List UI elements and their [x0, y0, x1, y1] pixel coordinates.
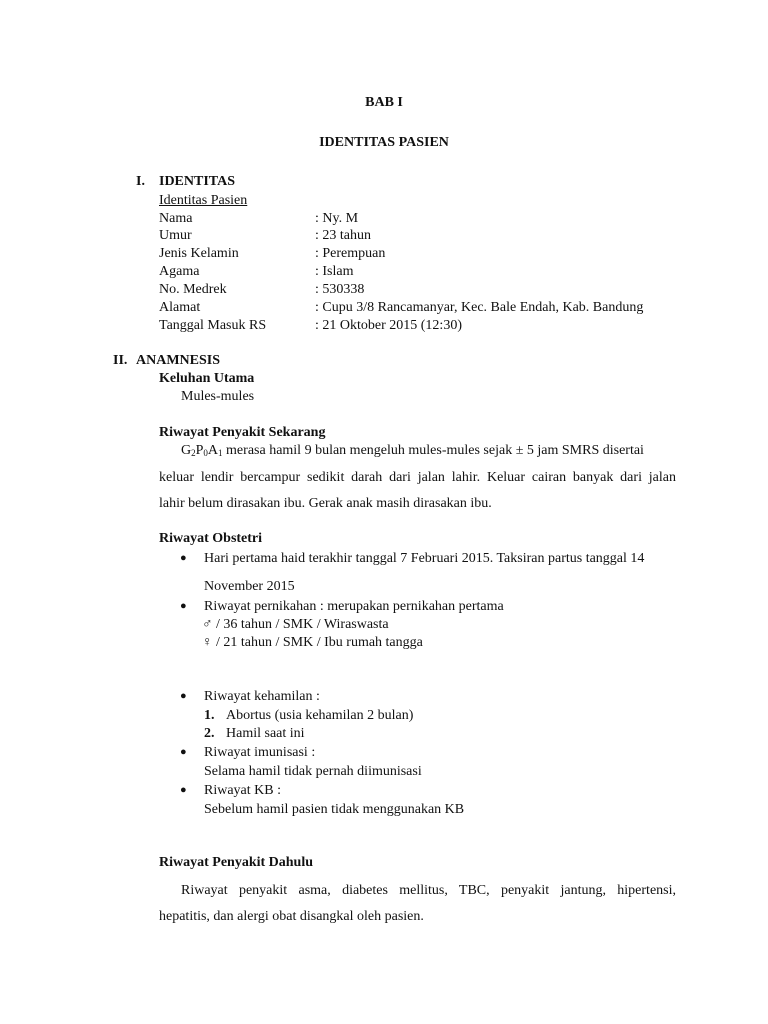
abortus-sub: 1: [218, 448, 223, 458]
para-p: P: [195, 443, 204, 458]
bullet: ●: [180, 746, 187, 758]
bullet: ●: [180, 600, 187, 612]
patient-identity-subheading: Identitas Pasien: [159, 193, 248, 208]
obstetri-heading: Riwayat Obstetri: [159, 531, 263, 546]
imunisasi-text: Riwayat imunisasi :: [204, 745, 316, 760]
pernikahan-text: Riwayat pernikahan : merupakan pernikahan pertama: [204, 599, 504, 614]
section-2-heading: ANAMNESIS: [136, 353, 221, 368]
section-2-numeral: II.: [113, 353, 128, 368]
chapter-title: IDENTITAS PASIEN: [319, 135, 449, 150]
rps-line-1: [181, 442, 644, 460]
kb-text: Riwayat KB :: [204, 783, 281, 798]
section-1-heading: IDENTITAS: [159, 174, 235, 189]
wife-info: ♀ / 21 tahun / SMK / Ibu rumah tangga: [202, 635, 423, 650]
field-label: No. Medrek: [159, 282, 227, 297]
chapter-label: BAB I: [365, 95, 403, 110]
kehamilan-num: 2.: [204, 726, 215, 741]
rps-line-3: lahir belum dirasakan ibu. Gerak anak masih dirasakan ibu.: [159, 496, 492, 511]
field-value: : Perempuan: [315, 246, 386, 261]
field-label: Alamat: [159, 300, 201, 315]
bullet: ●: [180, 552, 187, 564]
field-label: Agama: [159, 264, 200, 279]
rps-heading: Riwayat Penyakit Sekarang: [159, 425, 326, 440]
rpd-line-2: hepatitis, dan alergi obat disangkal oleh pasien.: [159, 909, 424, 924]
section-1-numeral: I.: [136, 174, 145, 189]
field-label: Umur: [159, 228, 192, 243]
rps-line-1-rest: merasa hamil 9 bulan mengeluh mules-mules sejak ± 5 jam SMRS disertai: [222, 443, 644, 458]
bullet: ●: [180, 784, 187, 796]
kb-detail: Sebelum hamil pasien tidak menggunakan KB: [204, 802, 465, 817]
field-label: Nama: [159, 211, 193, 226]
imunisasi-detail: Selama hamil tidak pernah diimunisasi: [204, 764, 422, 779]
field-value: : Ny. M: [315, 211, 359, 226]
field-value: : Cupu 3/8 Rancamanyar, Kec. Bale Endah, Kab. Bandung: [315, 300, 644, 315]
field-value: : 530338: [315, 282, 365, 297]
bullet: ●: [180, 690, 187, 702]
field-label: Tanggal Masuk RS: [159, 318, 267, 333]
husband-info: ♂ / 36 tahun / SMK / Wiraswasta: [202, 617, 389, 632]
gravida-sub: 2: [191, 448, 196, 458]
hpht-line-2: November 2015: [204, 579, 295, 594]
keluhan-utama-text: Mules-mules: [181, 389, 255, 404]
abortus-a: A: [207, 443, 219, 458]
para-sub: 0: [203, 448, 208, 458]
kehamilan-item: Hamil saat ini: [226, 726, 305, 741]
gravida-g: G: [181, 443, 192, 458]
rpd-line-1: Riwayat penyakit asma, diabetes mellitus, TBC, penyakit jantung, hipertensi,: [181, 883, 676, 898]
hpht-line-1: Hari pertama haid terakhir tanggal 7 Februari 2015. Taksiran partus tanggal 14: [204, 551, 645, 566]
field-value: : Islam: [315, 264, 354, 279]
keluhan-utama-heading: Keluhan Utama: [159, 371, 255, 386]
kehamilan-item: Abortus (usia kehamilan 2 bulan): [226, 708, 414, 723]
field-value: : 21 Oktober 2015 (12:30): [315, 318, 462, 333]
kehamilan-text: Riwayat kehamilan :: [204, 689, 320, 704]
kehamilan-num: 1.: [204, 708, 215, 723]
field-value: : 23 tahun: [315, 228, 371, 243]
rps-line-2: keluar lendir bercampur sedikit darah dari jalan lahir. Keluar cairan banyak dari jalan: [159, 470, 676, 485]
rpd-heading: Riwayat Penyakit Dahulu: [159, 855, 314, 870]
field-label: Jenis Kelamin: [159, 246, 239, 261]
